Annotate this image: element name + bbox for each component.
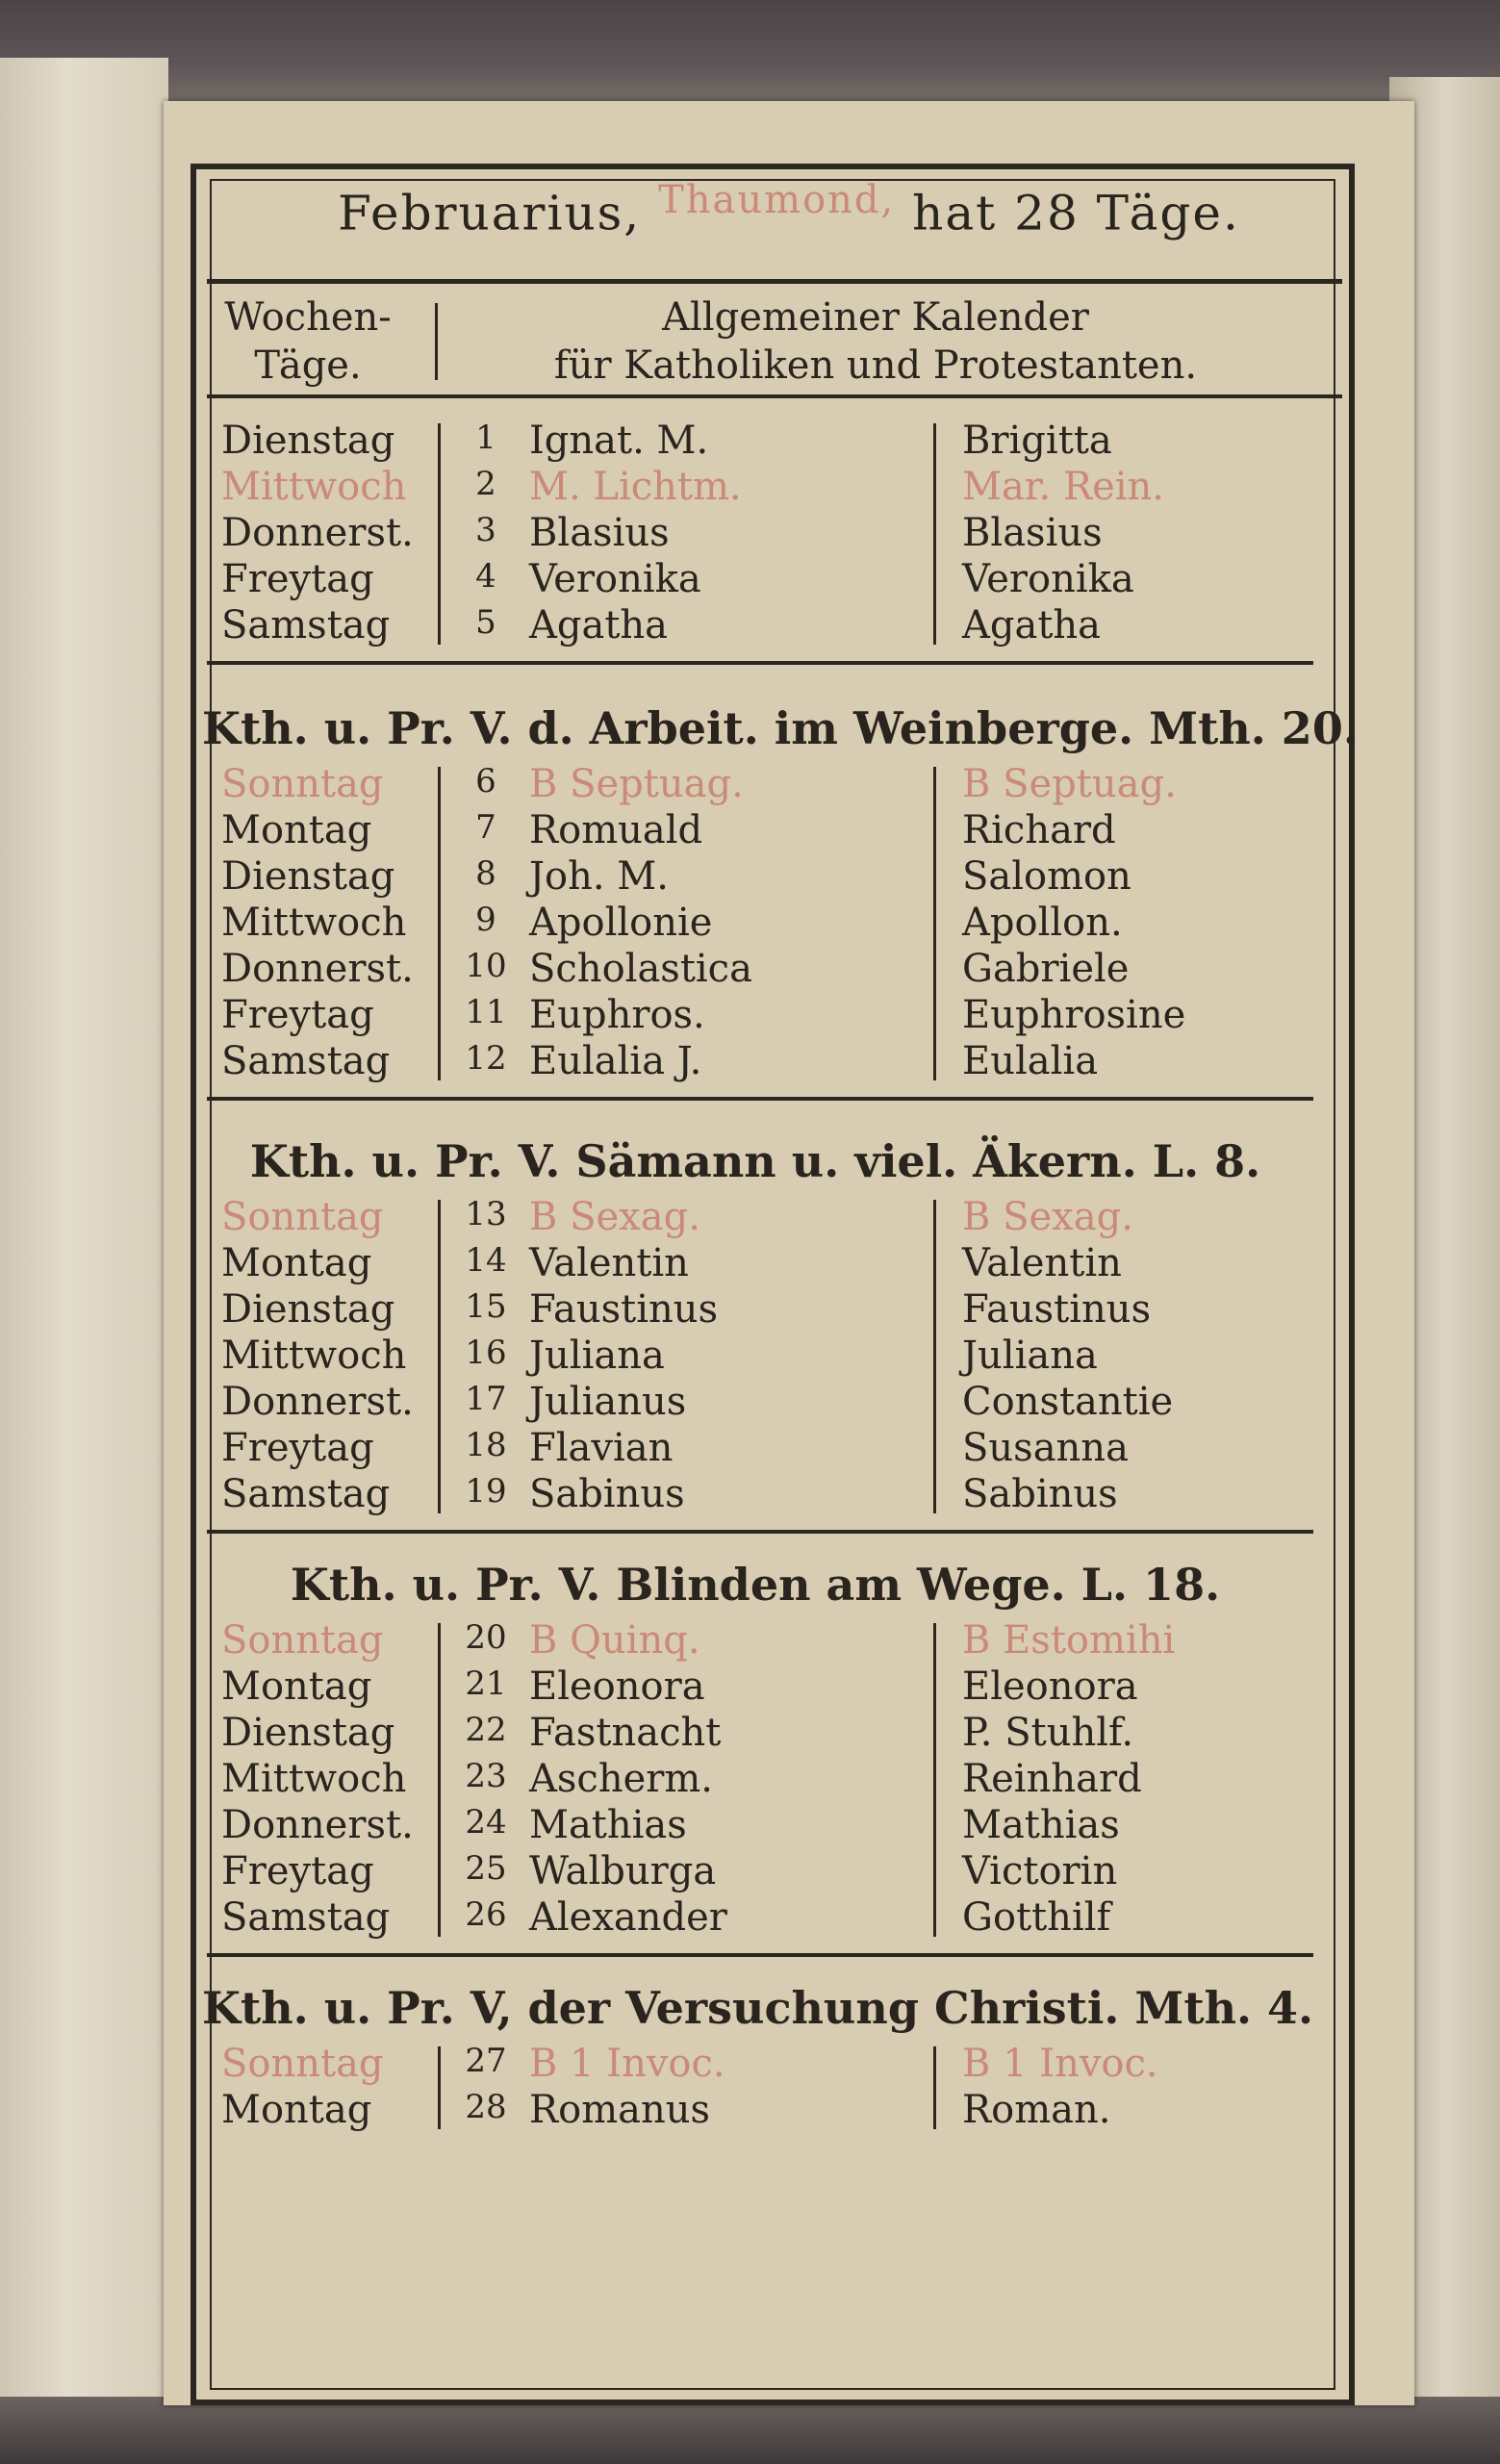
weekday-name: Sonntag [221,762,384,806]
day-number: 13 [465,1195,507,1233]
catholic-saint: Veronika [529,557,701,601]
day-number: 10 [465,947,507,985]
day-number: 3 [475,511,496,549]
calendar-row [221,1287,1289,1334]
calendar-row [221,1618,1289,1664]
calendar-row [221,1426,1289,1472]
header-rule [207,394,1342,398]
weekday-name: Donnerst. [221,511,414,555]
calendar-row [221,1195,1289,1241]
day-number: 8 [475,854,496,893]
catholic-saint: Apollonie [529,901,713,945]
week-separator [207,1530,1313,1534]
protestant-saint: Agatha [962,603,1102,648]
catholic-saint: Valentin [529,1241,689,1285]
weekday-name: Sonntag [221,2042,384,2086]
day-number: 4 [475,557,496,596]
column-divider-confession [933,767,936,1080]
protestant-saint: Faustinus [962,1287,1152,1332]
catholic-saint: Scholastica [529,947,752,991]
column-header-weekdays [212,293,404,390]
calendar-row [221,1472,1289,1518]
day-number: 14 [465,1241,507,1280]
weekday-name: Mittwoch [221,901,407,945]
catholic-saint: Fastnacht [529,1711,722,1755]
protestant-saint: B Estomihi [962,1618,1176,1663]
calendar-row [221,854,1289,901]
protestant-saint: Constantie [962,1380,1174,1424]
day-number: 20 [465,1618,507,1657]
title-rule [207,279,1342,284]
catholic-saint: Flavian [529,1426,674,1470]
calendar-row [221,1711,1289,1757]
catholic-saint: Blasius [529,511,670,555]
weekday-name: Samstag [221,1472,391,1516]
catholic-saint: Agatha [529,603,669,648]
catholic-saint: Faustinus [529,1287,719,1332]
catholic-saint: Mathias [529,1803,687,1847]
day-number: 27 [465,2042,507,2080]
column-divider-weekday [438,1200,441,1513]
calendar-row [221,1803,1289,1849]
week-separator [207,1097,1313,1101]
protestant-saint: Valentin [962,1241,1122,1285]
weekday-name: Dienstag [221,1287,395,1332]
day-number: 25 [465,1849,507,1888]
column-divider-weekday [438,1623,441,1937]
column-header-calendar-line2: für Katholiken und Protestanten. [553,343,1198,388]
title-days: hat 28 Täge. [912,185,1240,241]
catholic-saint: Ignat. M. [529,419,709,463]
day-number: 5 [475,603,496,642]
catholic-saint: Walburga [529,1849,717,1893]
column-header-weekdays-line1: Wochen- [224,295,392,340]
calendar-row [221,511,1289,557]
column-divider-confession [933,1200,936,1513]
title-month-german: Thaumond, [658,178,896,222]
protestant-saint: P. Stuhlf. [962,1711,1134,1755]
protestant-saint: Eleonora [962,1664,1138,1709]
weekday-name: Dienstag [221,419,395,463]
calendar-row [221,465,1289,511]
weekday-name: Freytag [221,1426,374,1470]
week-title: Kth. u. Pr. V. Sämann u. viel. Äkern. L. 8. [249,1135,1261,1187]
calendar-row [221,993,1289,1039]
day-number: 17 [465,1380,507,1418]
catholic-saint: Romuald [529,808,703,852]
day-number: 18 [465,1426,507,1464]
protestant-saint: Roman. [962,2088,1111,2132]
day-number: 28 [465,2088,507,2126]
catholic-saint: Eleonora [529,1664,705,1709]
weekday-name: Samstag [221,1039,391,1083]
weekday-name: Mittwoch [221,1334,407,1378]
protestant-saint: Susanna [962,1426,1129,1470]
weekday-name: Samstag [221,1895,391,1940]
day-number: 2 [475,465,496,503]
catholic-saint: B Quinq. [529,1618,700,1663]
protestant-saint: Gabriele [962,947,1130,991]
weekday-name: Donnerst. [221,947,414,991]
day-number: 15 [465,1287,507,1326]
calendar-row [221,901,1289,947]
day-number: 19 [465,1472,507,1511]
protestant-saint: Richard [962,808,1116,852]
catholic-saint: Alexander [529,1895,727,1940]
day-number: 12 [465,1039,507,1078]
weekday-name: Donnerst. [221,1380,414,1424]
weekday-name: Mittwoch [221,465,407,509]
week-title: Kth. u. Pr. V. Blinden am Wege. L. 18. [290,1559,1221,1611]
day-number: 16 [465,1334,507,1372]
day-number: 6 [475,762,496,800]
weekday-name: Mittwoch [221,1757,407,1801]
catholic-saint: B Septuag. [529,762,744,806]
catholic-saint: M. Lichtm. [529,465,742,509]
protestant-saint: Sabinus [962,1472,1118,1516]
protestant-saint: Reinhard [962,1757,1142,1801]
calendar-row [221,1241,1289,1287]
catholic-saint: Sabinus [529,1472,685,1516]
weekday-name: Donnerst. [221,1803,414,1847]
day-number: 21 [465,1664,507,1703]
calendar-row [221,2088,1289,2134]
calendar-row [221,1380,1289,1426]
week-separator [207,1953,1313,1957]
calendar-row [221,1664,1289,1711]
protestant-saint: Victorin [962,1849,1118,1893]
protestant-saint: Mathias [962,1803,1120,1847]
header-divider [435,303,438,380]
calendar-row [221,1334,1289,1380]
book-cover-bottom [0,2397,1500,2464]
weekday-name: Samstag [221,603,391,648]
day-number: 26 [465,1895,507,1934]
catholic-saint: B 1 Invoc. [529,2042,725,2086]
weekday-name: Montag [221,1241,372,1285]
protestant-saint: Mar. Rein. [962,465,1165,509]
day-number: 7 [475,808,496,847]
book-cover-left [0,58,168,2464]
protestant-saint: B Septuag. [962,762,1177,806]
calendar-row [221,1895,1289,1942]
weekday-name: Sonntag [221,1195,384,1239]
week-separator [207,661,1313,665]
weekday-name: Freytag [221,1849,374,1893]
weekday-name: Dienstag [221,1711,395,1755]
protestant-saint: Blasius [962,511,1103,555]
protestant-saint: Juliana [962,1334,1098,1378]
column-header-calendar [452,293,1299,390]
protestant-saint: Euphrosine [962,993,1186,1037]
catholic-saint: Julianus [529,1380,687,1424]
catholic-saint: Ascherm. [529,1757,714,1801]
day-number: 24 [465,1803,507,1842]
day-number: 23 [465,1757,507,1795]
day-number: 22 [465,1711,507,1749]
catholic-saint: Euphros. [529,993,705,1037]
calendar-row [221,947,1289,993]
catholic-saint: Romanus [529,2088,711,2132]
weekday-name: Sonntag [221,1618,384,1663]
calendar-row [221,2042,1289,2088]
book-cover-top [0,0,1500,111]
protestant-saint: Veronika [962,557,1134,601]
weekday-name: Montag [221,2088,372,2132]
column-divider-confession [933,1623,936,1937]
calendar-row [221,1757,1289,1803]
catholic-saint: Eulalia J. [529,1039,702,1083]
calendar-row [221,557,1289,603]
calendar-row [221,603,1289,649]
calendar-row [221,1849,1289,1895]
weekday-name: Montag [221,808,372,852]
column-divider-confession [933,423,936,645]
column-divider-confession [933,2046,936,2129]
column-header-weekdays-line2: Täge. [254,343,362,388]
calendar-row [221,1039,1289,1085]
day-number: 1 [475,419,496,457]
protestant-saint: Eulalia [962,1039,1099,1083]
protestant-saint: Brigitta [962,419,1112,463]
weekday-name: Dienstag [221,854,395,899]
protestant-saint: B 1 Invoc. [962,2042,1158,2086]
day-number: 9 [475,901,496,939]
column-divider-weekday [438,2046,441,2129]
protestant-saint: Salomon [962,854,1131,899]
column-divider-weekday [438,767,441,1080]
protestant-saint: Apollon. [962,901,1123,945]
protestant-saint: B Sexag. [962,1195,1133,1239]
catholic-saint: Juliana [529,1334,665,1378]
calendar-row [221,419,1289,465]
calendar-page [164,101,1414,2405]
column-header-calendar-line1: Allgemeiner Kalender [662,295,1089,340]
weekday-name: Freytag [221,557,374,601]
week-title: Kth. u. Pr. V. d. Arbeit. im Weinberge. Mth. 20. [202,702,1359,754]
calendar-row [221,808,1289,854]
day-number: 11 [465,993,507,1031]
weekday-name: Freytag [221,993,374,1037]
week-title: Kth. u. Pr. V, der Versuchung Christi. Mth. 4. [202,1982,1314,2034]
column-divider-weekday [438,423,441,645]
title-month: Februarius, [338,185,642,241]
protestant-saint: Gotthilf [962,1895,1111,1940]
page-title [164,178,1414,255]
weekday-name: Montag [221,1664,372,1709]
catholic-saint: B Sexag. [529,1195,700,1239]
calendar-row [221,762,1289,808]
catholic-saint: Joh. M. [529,854,669,899]
